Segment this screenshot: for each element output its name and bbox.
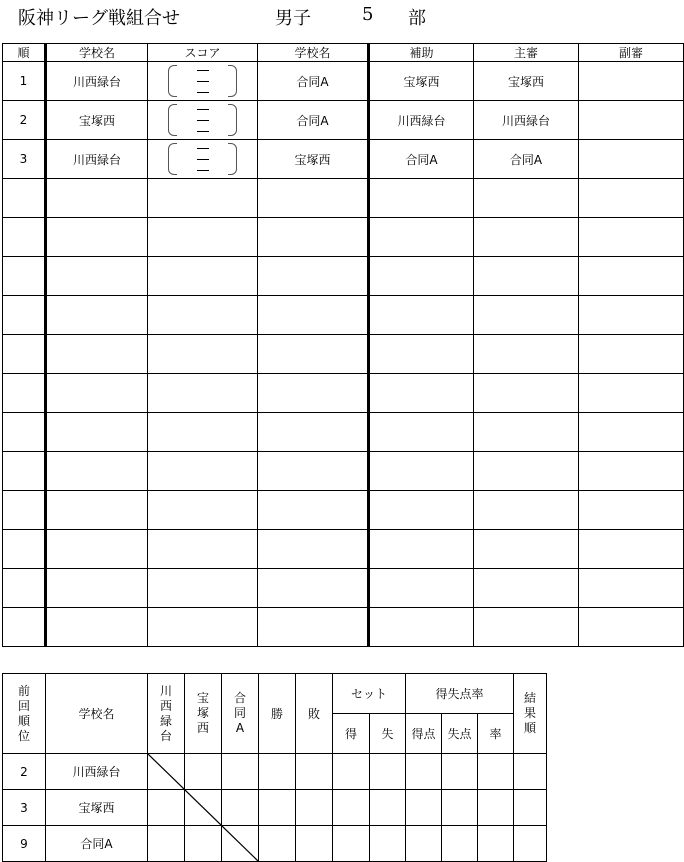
team-a-cell xyxy=(46,374,148,413)
team-b-cell: 合同A xyxy=(258,101,369,140)
points-won-cell xyxy=(406,790,442,826)
match-cell xyxy=(185,826,222,862)
order-cell xyxy=(3,491,46,530)
team-a-cell xyxy=(46,452,148,491)
team-a-cell: 宝塚西 xyxy=(46,101,148,140)
points-won-cell xyxy=(406,754,442,790)
sub-referee-cell xyxy=(579,335,684,374)
score-cell xyxy=(148,257,258,296)
set-lost-cell xyxy=(370,826,406,862)
schedule-row xyxy=(3,257,684,296)
set-won-cell xyxy=(333,754,370,790)
final-rank-cell xyxy=(514,754,547,790)
vs-header-3-text: 合 同 A xyxy=(233,691,246,735)
right-bracket-icon xyxy=(228,104,237,136)
team-b-cell: 宝塚西 xyxy=(258,140,369,179)
score-cell xyxy=(148,62,258,101)
col-assist: 補助 xyxy=(369,44,474,62)
prev-rank-header-text: 前 回 順 位 xyxy=(17,683,30,743)
team-a-cell xyxy=(46,179,148,218)
chief-referee-cell xyxy=(474,491,579,530)
division-suffix: 部 xyxy=(408,8,426,29)
match-cell xyxy=(148,754,185,790)
gender-label: 男子 xyxy=(275,8,311,29)
sub-referee-cell xyxy=(579,140,684,179)
col-order: 順 xyxy=(3,44,46,62)
sub-referee-cell xyxy=(579,569,684,608)
assist-cell xyxy=(369,530,474,569)
team-a-cell xyxy=(46,569,148,608)
schedule-row xyxy=(3,608,684,647)
loss-header: 敗 xyxy=(296,674,333,754)
team-b-cell xyxy=(258,452,369,491)
schedule-row xyxy=(3,491,684,530)
score-cell xyxy=(148,374,258,413)
points-lost-header: 失点 xyxy=(442,714,478,754)
vs-header-3 xyxy=(222,674,259,754)
score-cell xyxy=(148,218,258,257)
rate-header: 率 xyxy=(478,714,514,754)
rate-cell xyxy=(478,790,514,826)
prev-rank-cell: 3 xyxy=(3,790,46,826)
chief-referee-cell: 宝塚西 xyxy=(474,62,579,101)
schedule-row xyxy=(3,62,684,101)
chief-referee-cell xyxy=(474,608,579,647)
school-header: 学校名 xyxy=(46,674,148,754)
team-a-cell: 川西緑台 xyxy=(46,62,148,101)
schedule-row xyxy=(3,452,684,491)
sub-referee-cell xyxy=(579,296,684,335)
loss-cell xyxy=(296,826,333,862)
schedule-row xyxy=(3,140,684,179)
points-won-header: 得点 xyxy=(406,714,442,754)
score-cell xyxy=(148,101,258,140)
set-lost-cell xyxy=(370,790,406,826)
order-cell xyxy=(3,296,46,335)
assist-cell xyxy=(369,608,474,647)
score-cell xyxy=(148,491,258,530)
set-lost-cell xyxy=(370,754,406,790)
match-cell xyxy=(148,790,185,826)
score-cell xyxy=(148,179,258,218)
match-cell xyxy=(222,754,259,790)
set-header: セット xyxy=(333,674,406,714)
order-cell: 1 xyxy=(3,62,46,101)
score-bracket xyxy=(148,140,257,178)
order-cell xyxy=(3,335,46,374)
results-header-row-1 xyxy=(3,674,547,714)
score-cell xyxy=(148,452,258,491)
results-row xyxy=(3,754,547,790)
team-a-cell xyxy=(46,530,148,569)
left-bracket-icon xyxy=(168,104,177,136)
division-number: 5 xyxy=(362,4,374,25)
schedule-row xyxy=(3,218,684,257)
schedule-row xyxy=(3,101,684,140)
final-rank-cell xyxy=(514,826,547,862)
diagonal-line-icon xyxy=(185,790,221,825)
team-b-cell xyxy=(258,257,369,296)
score-dash-icon xyxy=(197,170,209,171)
loss-cell xyxy=(296,754,333,790)
final-rank-cell xyxy=(514,790,547,826)
score-dash-icon xyxy=(197,70,209,71)
sub-referee-cell xyxy=(579,530,684,569)
chief-referee-cell xyxy=(474,374,579,413)
results-row xyxy=(3,790,547,826)
left-bracket-icon xyxy=(168,143,177,175)
prev-rank-cell: 2 xyxy=(3,754,46,790)
team-b-cell xyxy=(258,335,369,374)
chief-referee-cell xyxy=(474,335,579,374)
schedule-row xyxy=(3,569,684,608)
team-b-cell xyxy=(258,218,369,257)
school-cell: 川西緑台 xyxy=(46,754,148,790)
team-a-cell xyxy=(46,608,148,647)
points-lost-cell xyxy=(442,754,478,790)
win-cell xyxy=(259,754,296,790)
vs-header-1-text: 川 西 緑 台 xyxy=(159,683,172,743)
score-dash-icon xyxy=(197,109,209,110)
score-dash-icon xyxy=(197,148,209,149)
sub-referee-cell xyxy=(579,257,684,296)
final-rank-header xyxy=(514,674,547,754)
sub-referee-cell xyxy=(579,179,684,218)
prev-rank-header xyxy=(3,674,46,754)
match-cell xyxy=(222,790,259,826)
schedule-row xyxy=(3,530,684,569)
order-cell xyxy=(3,257,46,296)
assist-cell xyxy=(369,296,474,335)
schedule-table xyxy=(2,43,684,647)
score-cell xyxy=(148,530,258,569)
schedule-row xyxy=(3,413,684,452)
assist-cell xyxy=(369,257,474,296)
points-lost-cell xyxy=(442,790,478,826)
match-cell xyxy=(185,754,222,790)
schedule-row xyxy=(3,179,684,218)
right-bracket-icon xyxy=(228,143,237,175)
order-cell xyxy=(3,413,46,452)
team-a-cell xyxy=(46,335,148,374)
score-dash-icon xyxy=(197,131,209,132)
chief-referee-cell xyxy=(474,452,579,491)
chief-referee-cell xyxy=(474,218,579,257)
assist-cell xyxy=(369,218,474,257)
order-cell xyxy=(3,374,46,413)
order-cell: 2 xyxy=(3,101,46,140)
win-header: 勝 xyxy=(259,674,296,754)
match-cell xyxy=(148,826,185,862)
team-a-cell xyxy=(46,296,148,335)
sub-referee-cell xyxy=(579,374,684,413)
team-a-cell xyxy=(46,257,148,296)
score-cell xyxy=(148,608,258,647)
chief-referee-cell: 川西緑台 xyxy=(474,101,579,140)
score-cell xyxy=(148,413,258,452)
team-b-cell xyxy=(258,608,369,647)
score-bracket xyxy=(148,101,257,139)
sub-referee-cell xyxy=(579,413,684,452)
team-b-cell: 合同A xyxy=(258,62,369,101)
win-cell xyxy=(259,790,296,826)
assist-cell xyxy=(369,452,474,491)
assist-cell: 川西緑台 xyxy=(369,101,474,140)
order-cell xyxy=(3,179,46,218)
col-school-b: 学校名 xyxy=(258,44,369,62)
sub-referee-cell xyxy=(579,608,684,647)
win-cell xyxy=(259,826,296,862)
chief-referee-cell xyxy=(474,296,579,335)
sub-referee-cell xyxy=(579,101,684,140)
score-dash-icon xyxy=(197,92,209,93)
school-cell: 合同A xyxy=(46,826,148,862)
team-a-cell xyxy=(46,491,148,530)
assist-cell xyxy=(369,179,474,218)
sub-referee-cell xyxy=(579,491,684,530)
score-dash-icon xyxy=(197,120,209,121)
chief-referee-cell: 合同A xyxy=(474,140,579,179)
team-a-cell: 川西緑台 xyxy=(46,140,148,179)
points-won-cell xyxy=(406,826,442,862)
assist-cell xyxy=(369,413,474,452)
score-cell xyxy=(148,569,258,608)
schedule-row xyxy=(3,335,684,374)
col-score: スコア xyxy=(148,44,258,62)
diagonal-line-icon xyxy=(148,754,184,789)
team-b-cell xyxy=(258,413,369,452)
assist-cell: 宝塚西 xyxy=(369,62,474,101)
vs-header-1 xyxy=(148,674,185,754)
chief-referee-cell xyxy=(474,179,579,218)
team-a-cell xyxy=(46,413,148,452)
diagonal-line-icon xyxy=(222,826,258,861)
score-cell xyxy=(148,296,258,335)
right-bracket-icon xyxy=(228,65,237,97)
order-cell xyxy=(3,218,46,257)
order-cell xyxy=(3,452,46,491)
order-cell: 3 xyxy=(3,140,46,179)
assist-cell xyxy=(369,335,474,374)
set-won-cell xyxy=(333,790,370,826)
col-sub-referee: 副審 xyxy=(579,44,684,62)
assist-cell xyxy=(369,569,474,608)
match-cell xyxy=(185,790,222,826)
prev-rank-cell: 9 xyxy=(3,826,46,862)
school-cell: 宝塚西 xyxy=(46,790,148,826)
chief-referee-cell xyxy=(474,530,579,569)
schedule-header-row xyxy=(3,44,684,62)
results-table xyxy=(2,673,547,862)
match-cell xyxy=(222,826,259,862)
team-a-cell xyxy=(46,218,148,257)
chief-referee-cell xyxy=(474,257,579,296)
vs-header-2 xyxy=(185,674,222,754)
final-rank-header-text: 結 果 順 xyxy=(524,691,537,735)
team-b-cell xyxy=(258,530,369,569)
left-bracket-icon xyxy=(168,65,177,97)
chief-referee-cell xyxy=(474,413,579,452)
league-title: 阪神リーグ戦組合せ xyxy=(18,8,180,29)
set-won-header: 得 xyxy=(333,714,370,754)
chief-referee-cell xyxy=(474,569,579,608)
schedule-row xyxy=(3,296,684,335)
score-cell xyxy=(148,140,258,179)
score-bracket xyxy=(148,62,257,100)
score-dash-icon xyxy=(197,81,209,82)
sub-referee-cell xyxy=(579,452,684,491)
team-b-cell xyxy=(258,491,369,530)
score-cell xyxy=(148,335,258,374)
order-cell xyxy=(3,569,46,608)
schedule-row xyxy=(3,374,684,413)
order-cell xyxy=(3,608,46,647)
loss-cell xyxy=(296,790,333,826)
team-b-cell xyxy=(258,374,369,413)
vs-header-2-text: 宝 塚 西 xyxy=(196,691,209,735)
points-lost-cell xyxy=(442,826,478,862)
score-dash-icon xyxy=(197,159,209,160)
assist-cell xyxy=(369,491,474,530)
assist-cell: 合同A xyxy=(369,140,474,179)
rate-cell xyxy=(478,754,514,790)
points-rate-header: 得失点率 xyxy=(406,674,514,714)
team-b-cell xyxy=(258,569,369,608)
col-chief-referee: 主審 xyxy=(474,44,579,62)
order-cell xyxy=(3,530,46,569)
rate-cell xyxy=(478,826,514,862)
team-b-cell xyxy=(258,179,369,218)
set-lost-header: 失 xyxy=(370,714,406,754)
sub-referee-cell xyxy=(579,218,684,257)
assist-cell xyxy=(369,374,474,413)
results-row xyxy=(3,826,547,862)
team-b-cell xyxy=(258,296,369,335)
set-won-cell xyxy=(333,826,370,862)
sub-referee-cell xyxy=(579,62,684,101)
col-school-a: 学校名 xyxy=(46,44,148,62)
